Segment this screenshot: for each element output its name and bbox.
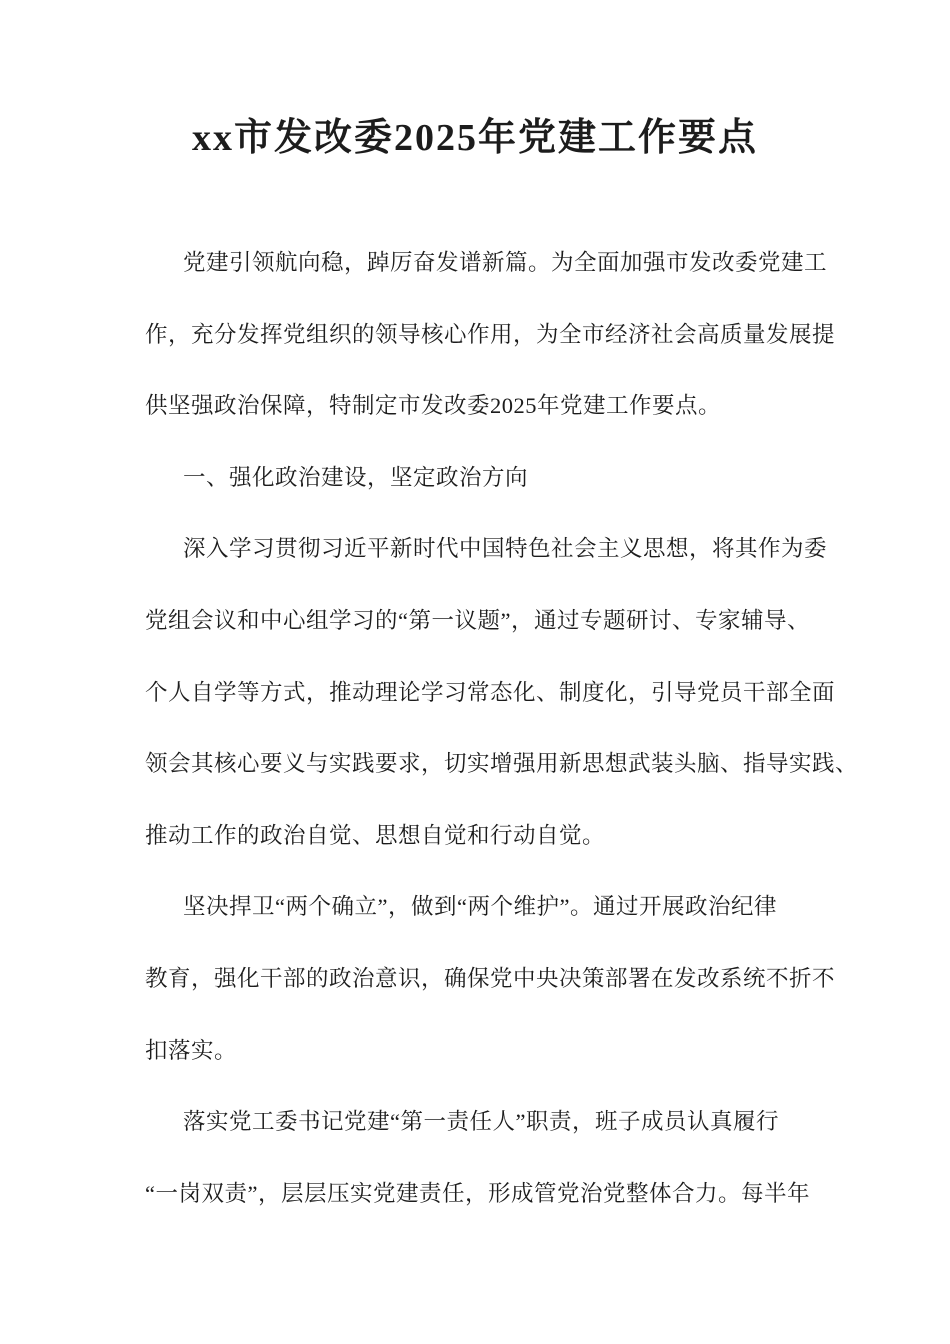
paragraph-line: 领会其核心要义与实践要求，切实增强用新思想武装头脑、指导实践、 xyxy=(145,751,859,777)
paragraph-line: 深入学习贯彻习近平新时代中国特色社会主义思想，将其作为委 xyxy=(183,536,828,562)
document-title: xx市发改委2025年党建工作要点 xyxy=(191,117,758,159)
paragraph-line: 作，充分发挥党组织的领导核心作用，为全市经济社会高质量发展提 xyxy=(145,321,836,347)
paragraph-line: 个人自学等方式，推动理论学习常态化、制度化，引导党员干部全面 xyxy=(145,679,836,705)
paragraph-intro xyxy=(145,227,836,442)
paragraph-line: 坚决捍卫“两个确立”，做到“两个维护”。通过开展政治纪律 xyxy=(183,894,777,920)
paragraph-line: 扣落实。 xyxy=(145,1037,238,1063)
paragraph-line: 党建引领航向稳，踔厉奋发谱新篇。为全面加强市发改委党建工 xyxy=(183,250,828,275)
paragraph-line: 推动工作的政治自觉、思想自觉和行动自觉。 xyxy=(145,822,606,848)
paragraph-political-discipline xyxy=(145,871,836,1086)
paragraph-line: 党组会议和中心组学习的“第一议题”，通过专题研讨、专家辅导、 xyxy=(145,607,810,633)
paragraph-line: 落实党工委书记党建“第一责任人”职责，班子成员认真履行 xyxy=(183,1109,779,1135)
paragraph-theory-study xyxy=(145,513,859,871)
section-heading xyxy=(145,442,812,514)
paragraph-line: “一岗双责”，层层压实党建责任，形成管党治党整体合力。每半年 xyxy=(145,1180,810,1206)
heading-line: 一、强化政治建设，坚定政治方向 xyxy=(183,464,529,490)
paragraph-line: 供坚强政治保障，特制定市发改委2025年党建工作要点。 xyxy=(145,393,722,419)
paragraph-responsibility xyxy=(145,1086,812,1229)
paragraph-line: 教育，强化干部的政治意识，确保党中央决策部署在发改系统不折不 xyxy=(145,965,836,991)
document-body xyxy=(145,227,859,1229)
